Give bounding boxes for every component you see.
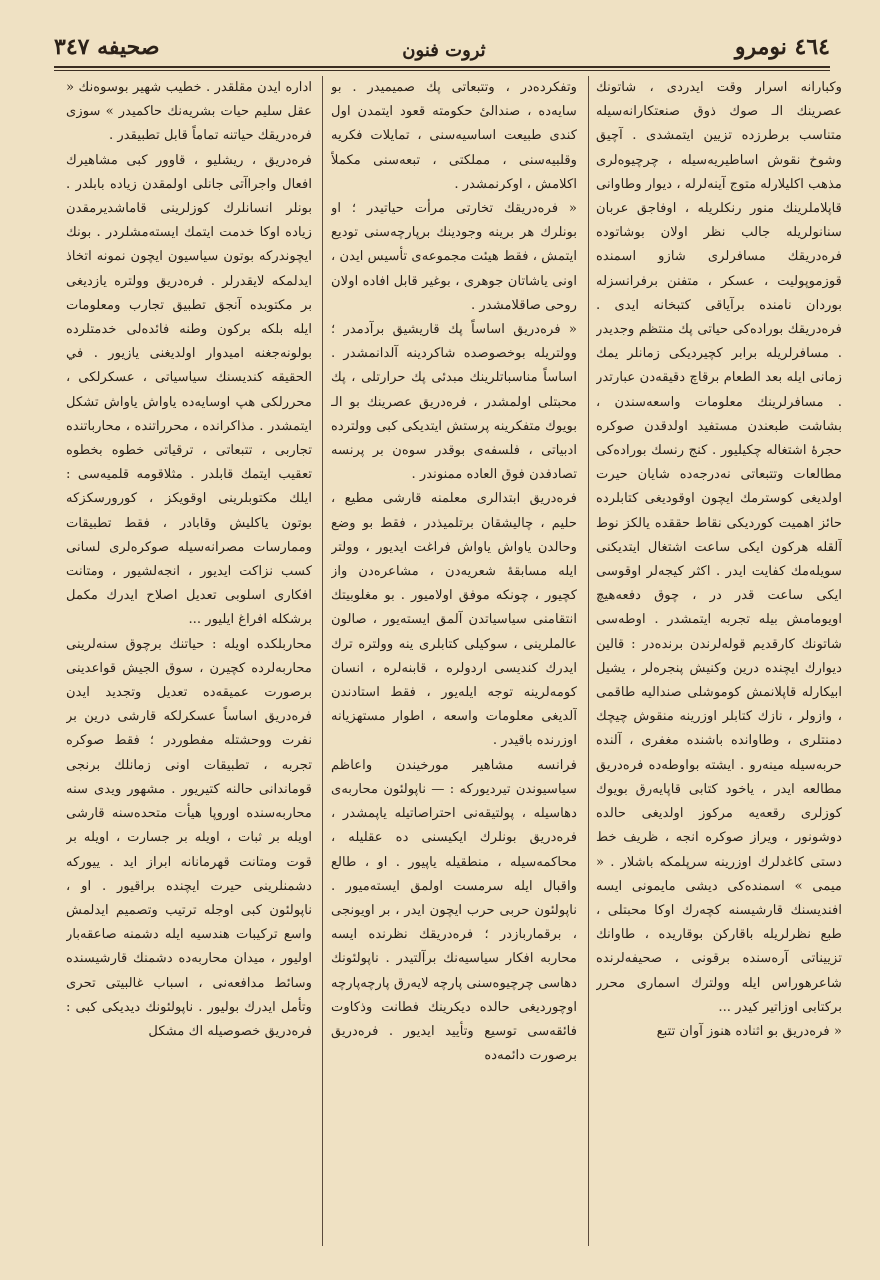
column-divider [322, 76, 323, 1246]
paragraph: « فره‌دریق اساساً پك قاریشیق برآدمدر ؛ وولتریله بوخصوصده شاكردینه آلدانمشدر . اساساً مناسباتلرینك مبدئی پك حرارتلی ، پك محبتلی اولمشدر ، فره‌دریق عصرینك بو الـ بویوك متفكرینه پرستش ایتدیكی كبی وولترده ادبیاتی ، فلسفه‌ی بوقدر سوه‌ن بر پرنسه تصادفدن فوق العاده ممنوندر . [331, 322, 577, 483]
paragraph: فره‌دریق ابتدالری معلمنه قارشی مطیع ، حلیم ، چالیشقان برتلمیذدر ، فقط بو وضع وحالدن یاواش یاواش فراغت ایدیور ، وولتر ایله مسابقهٔ شعریه‌دن ، مشاعره‌دن واز كچیور ، چونكه موفق اولامیور . بو مغلوبیتك انتقامنی سیاسیاتدن آلمق ایسته‌یور ، صالون عالملرینی ، سوكیلی كتابلری ینه وولتره ترك ایدرك كندیسی اردولره ، قابنه‌لره ، انسان كومه‌لرینه توجه ایله‌یور ، فقط استادندن آلدیغی معلومات واسعه ، اطوار مستهزیانه اوزرنده باقیدر . [331, 491, 577, 749]
header-rule [54, 66, 830, 68]
column-divider [588, 76, 589, 1246]
paragraph: اداره ایدن مقلقدر . خطیب شهیر بوسوه‌نك « عقل سلیم حیات بشریه‌نك حاكمیدر » سوزی فره‌دریقك حیاتنه تماماً قابل تطبیقدر . [66, 80, 312, 144]
column-right [596, 76, 842, 1246]
paragraph: « فره‌دریق بو اثناده هنوز آوان تتبع [656, 1023, 842, 1039]
issue-number: ٤٦٤ نومرو [734, 34, 830, 60]
paragraph: فره‌دریق ، ریشلیو ، قاوور كبی مشاهیرك افعال واجراآتی جانلی اولمقدن زیاده بابلدر . بونلر انسانلرك كوزلرینی قاماشدیرمقدن زیاده اوكا خدمت ایتمك ایسته‌مشلردر . بونك ایچوندركه بوتون سیاسیون ایچون نمونه اتخاذ ایدلمكه لایقدرلر . فره‌دریق وولتره یازدیغی بر مكتوبده آنجق تطبیق تجارب ومعلومات ایله بلكه بركون وطنه فائده‌لی خدمتلرده بولونه‌جغنه امیدوار اولدیغنی یازیور . في الحقیقه كندیسنك سیاسیاتی ، عسكرلكی ، محررلكی هپ اوسایه‌ده یاواش یاواش تشكل ایتمشدر . مذاكرانده ، محرراتنده ، محارباتنده تجاربی ، تتبعاتی ، ترقیاتی خطوه بخطوه تعقیب ایتمك قابلدر . مثلاقومه قلمیه‌سی : ایلك مكتوبلرینی اوقویكز ، كورورسكزكه بوتون یاكلیش وقابادر ، فقط تطبیقات وممارسات مصرانه‌سیله صوكره‌لری لسانی كسب نزاكت ایدیور ، انجه‌لشیور ، ومتانت افكاری اسلوبی تعدیل اصلاح ایدرك مكمل برشكله افراغ ایلیور ... [66, 152, 312, 628]
paragraph: فرانسه مشاهیر مورخیندن واعاظم سیاسیوندن تیردیوركه : — ناپولئون محاربه‌ی دهاسیله ، پولتیقه‌نی احتراصاتیله یاپمشدر ، فره‌دریق بونلرك ایكیسنی ده عقلیله ، محاكمه‌سیله ، منطقیله یاپیور . او ، طالع واقبال ایله سرمست اولمق ایسته‌میور . ناپولئون حربی حرب ایچون ایدر ، بر اویونجی ، برقماربازدر ؛ فره‌دریقك نظرنده ایسه محاربه افكار سیاسیه‌نك برآلتیدر . ناپولئونك دهاسی چرچیوه‌سنی پارچه لایه‌رق پارچه‌پارچه اوچوردیغی حالده دیكرینك فطانت وذكاوت فائقه‌سی توسیع وتأیید ایدیور . فره‌دریق برصورت دائمه‌ده [331, 757, 577, 1064]
journal-title: ثروت فنون [402, 40, 486, 61]
page-header [54, 30, 830, 70]
paragraph: وتفكرده‌در ، وتتبعاتی پك صمیمیدر . بو سایه‌ده ، صندالیٔ حكومته قعود ایتمدن اول كندی طبیعت اساسیه‌سنی ، تمایلات فكریه وقلبیه‌سنی ، مملكتی ، تبعه‌سنی مكملاً اكلامش ، اوكرنمشدر . [331, 80, 577, 192]
column-middle [331, 76, 577, 1246]
paragraph: محاربلكده اویله : حیاتنك برچوق سنه‌لرینی محاربه‌لرده كچیرن ، سوق الجیش قواعدینی برصورت عمیقه‌ده تعدیل وتجدید ایدن فره‌دریق اساساً عسكرلكه قارشی درین بر نفرت ووحشتله مفطوردر ؛ فقط صوكره تجربه ، تطبیقات اونی زمانلك برنجی قوماندانی حالنه كتیریور . مشهور ویدی سنه محاربه‌سنده اوروپا هیأت متحده‌سنه قارشی اویله بر ثبات ، اویله بر جسارت ، اویله بر قوت ومتانت قهرمانانه ابراز اید . ییوركه دشمنلرینی حیرت ایچنده براقیور . او ، ناپولئون كبی اوجله ترتیب وتصمیم ایدلمش واسع تركیبات هندسیه ایله دشمنه صاعقه‌بار اولیور ، میدان محاربه‌ده دشمنك قارشیسنده وسائط مدافعه‌نی ، اسباب غالبیتی تحری وتأمل ایدرك بولیور . ناپولئونك دیدیكی كبی : فره‌دریق خصوصیله اك مشكل [66, 636, 312, 1039]
header-rule-thin [54, 70, 830, 71]
paragraph: « فره‌دریقك تخارتی مرأت حیاتیدر ؛ او بونلرك هر برینه وجودینك برپارچه‌سنی تودیع ایتمش ، فقط هیئت مجموعه‌ی تأسیس ایدن ، اونی یاشاتان جوهری ، بوغیر قابل افاده اولان روحی صاقلامشدر . [331, 201, 577, 313]
paragraph: وكبارانه اسرار وقت ایدردی ، شاتونك عصرینك الـ صوك ذوق صنعتكارانه‌سیله متناسب برطرزده تزیین ایتمشدی . آچیق وشوخ نقوش اساطیریه‌سیله ، چرچیوه‌لری مذهب اكلیلارله متوج آینه‌لرله ، دیوار وطاوانی قاپلاملرینك منور رنكلریله ، اوفاجق عربان سنانولریله جالب نظر اولان بوشاتوده فره‌دریقك مسافرلری شازو اسمنده قوزموپولیت ، عسكر ، متفنن برفرانسزله بوردان نامنده برآیاقی كتبخانه ایدی . فره‌دریقك بوراده‌كی حیاتی پك منتظم وجدیدر . مسافرلریله برابر كچیردیكی زمانلر یمك زمانی ایله بعد الطعام برقاچ دقیقه‌دن عبارتدر . مسافرلرینك معلومات واسعه‌سندن ، بشاشت طبعندن مستفید اولدقدن صوكره حجرهٔ اشتغاله چكیلیور . كنج رنسك بوراده‌كی مطالعات وتتبعاتی نه‌درجه‌ده شایان حیرت اولدیغی كوسترمك ایچون اوقودیغی كتابلرده حائز اهمیت كوردیكی نقاط حققده یالكز نوط آلقله هركون ایكی ساعت اشتغال ایتدیكنی سویله‌مك كفایت ایدر . اكثر كیجه‌لر اوقوسی ایكی ساعت قدر در ، چوق دفعه‌هیچ اویومامش بیله تجربه ایتمشدر . اوطه‌سی شاتونك كارقدیم قوله‌لرندن برنده‌در : قالین دیوارك ایچنده درین وكنیش پنجره‌لر ، یشیل ابیكارله قاپلانمش كوموشلی صندالیه طاقمی ، وازولر ، نازك كتابلر اوزرینه منقوش چیچك دمنتلری ، وطاوانده باشنده مغفری ، آلنده حربه‌سیله مینه‌رو . ایشته بواوطه‌ده فره‌دریق مطالعه ایدر ، یاخود كتابی قاپایه‌رق بویوك كوزلری رقعه‌یه مركوز اولدیغی حالده دوشونور ، ویراز صوكره انجه ، ظریف خط دستی كاغدلرك اوزرینه سرپلمكه باشلار . « میمی » اسمنده‌كی دیشی مایمونی ایسه افندیسنك قارشیسنه كچه‌رك اوكا محبتلی ، طبع نظرلریله باقاركن بوقاریده ، طاوانك تزییناتی آره‌سنده برقونی ، صحیفه‌لرنده شاعرهوراس ایله وولترك اسماری محرر بركتابی اوزاتیر كیدر ... [596, 80, 842, 1015]
page-number: صحیفه ٣٤٧ [54, 34, 160, 60]
column-left [66, 76, 312, 1246]
